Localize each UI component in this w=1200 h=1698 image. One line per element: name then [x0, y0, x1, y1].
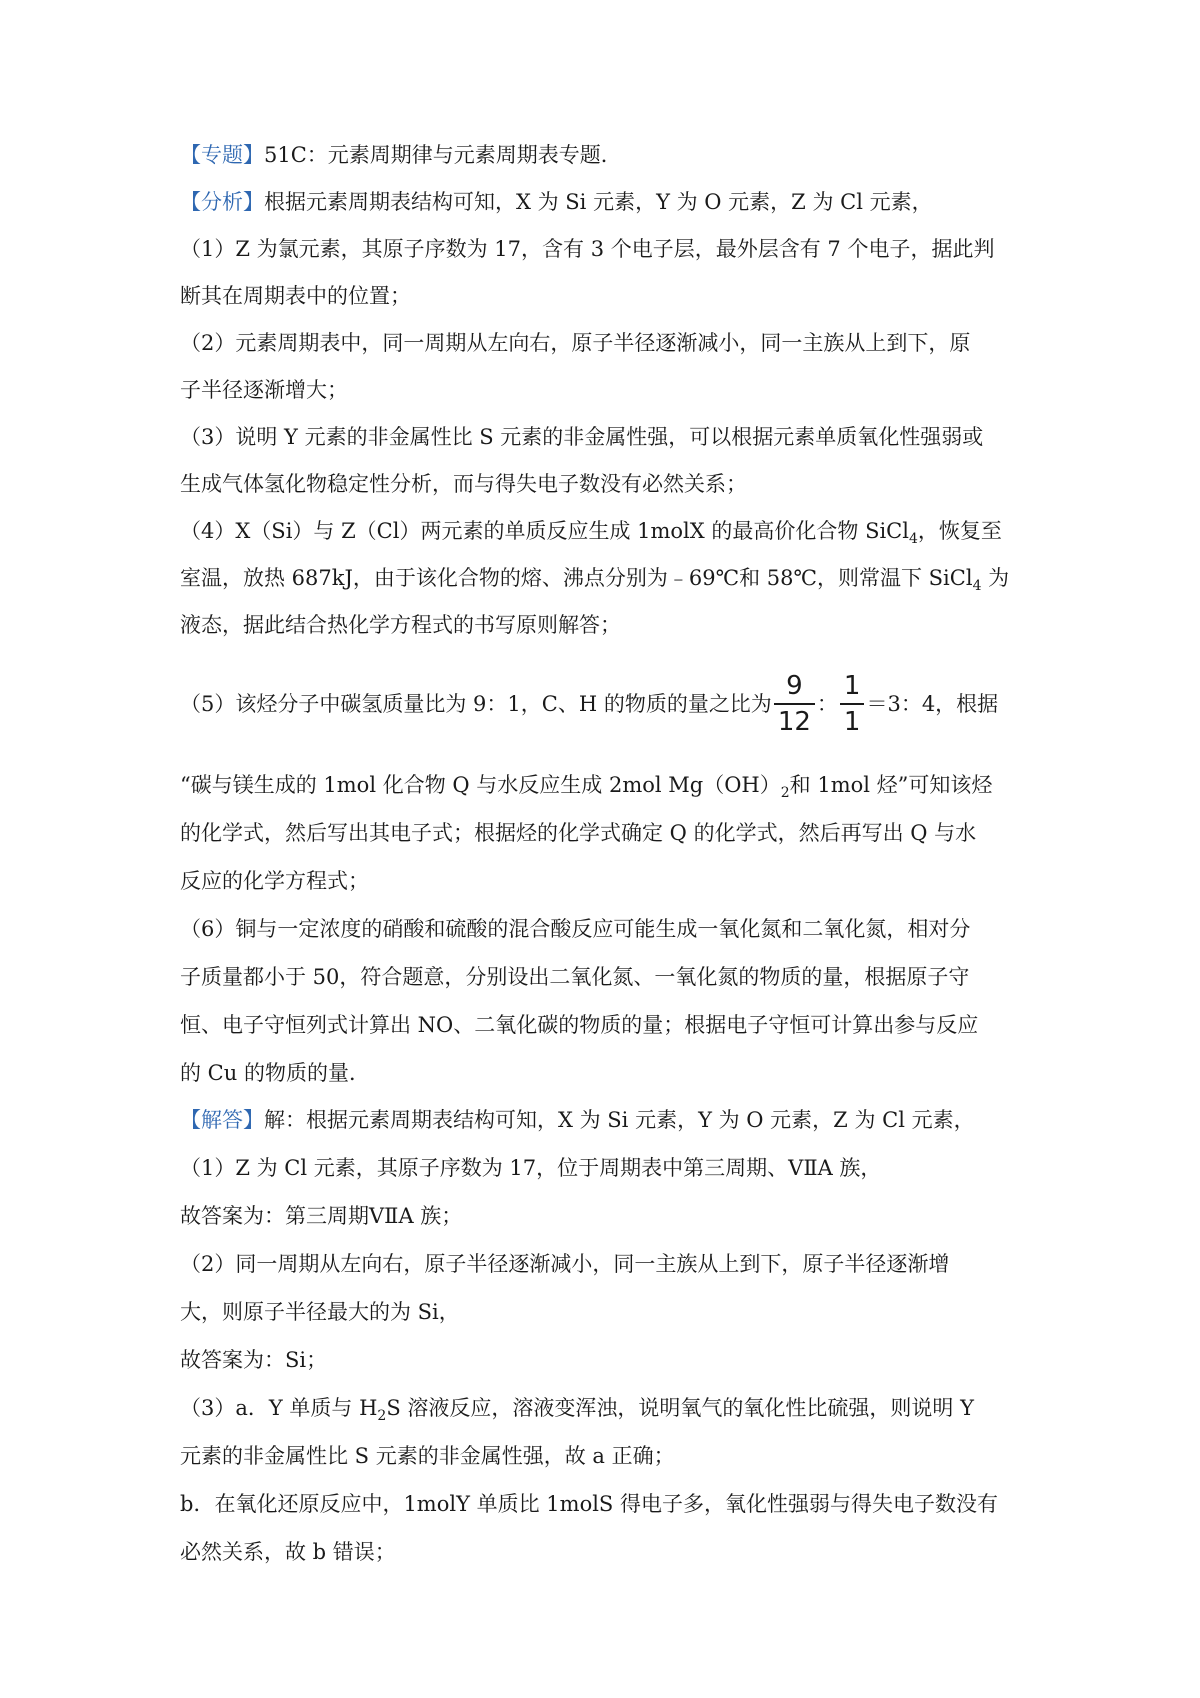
subscript: 4 [908, 531, 918, 547]
analysis-tag: 【分析】 [180, 190, 264, 214]
solution-s2-line1: （2）同一周期从左向右，原子半径逐渐减小，同一主族从上到下，原子半径逐渐增 [180, 1252, 950, 1276]
solution-s3-line1-text: （3）a．Y 单质与 H [180, 1396, 378, 1420]
analysis-p5-line2 [180, 770, 1060, 800]
solution-s3-line3: b．在氧化还原反应中，1molY 单质比 1molS 得电子多，氧化性强弱与得失电子数没有 [180, 1492, 998, 1516]
analysis-p2-line1: （2）元素周期表中，同一周期从左向右，原子半径逐渐减小，同一主族从上到下，原 [180, 331, 971, 355]
fraction-numerator: 1 [843, 670, 861, 701]
fraction-9-12 [774, 669, 815, 739]
special-topic-text: 51C：元素周期律与元素周期表专题． [264, 143, 622, 167]
solution-s2-line3: 故答案为：Si； [180, 1348, 328, 1372]
analysis-p5-line2-tail: 和 1mol 烃”可知该烃 [789, 773, 993, 797]
fraction-1-1 [840, 669, 865, 739]
analysis-p2-line2: 子半径逐渐增大； [180, 378, 348, 402]
solution-s3-line4: 必然关系，故 b 错误； [180, 1540, 396, 1564]
subscript: 2 [780, 785, 790, 801]
analysis-p4-line2-text: 室温，放热 687kJ，由于该化合物的熔、沸点分别为﹣69℃和 58℃，则常温下 SiCl [180, 566, 973, 590]
analysis-p5-line1 [180, 662, 1060, 742]
analysis-p4-line3: 液态，据此结合热化学方程式的书写原则解答； [180, 613, 621, 637]
fraction-separator: ： [816, 691, 838, 716]
analysis-p5-line1-text: （5）该烃分子中碳氢质量比为 9：1，C、H 的物质的量之比为 [180, 691, 772, 716]
solution-s1-line2: 故答案为：第三周期ⅤⅡA 族； [180, 1204, 463, 1228]
solution-s1-line1: （1）Z 为 Cl 元素，其原子序数为 17，位于周期表中第三周期、ⅤⅡA 族， [180, 1156, 882, 1180]
fraction-numerator: 9 [786, 670, 803, 701]
special-topic-line [180, 140, 1060, 170]
analysis-p3-line1: （3）说明 Y 元素的非金属性比 S 元素的非金属性强，可以根据元素单质氧化性强弱或 [180, 425, 984, 449]
fraction-denominator: 12 [777, 706, 811, 737]
solution-s3-line1-tail: S 溶液反应，溶液变浑浊，说明氧气的氧化性比硫强，则说明 Y [386, 1396, 974, 1420]
analysis-p6-line2: 子质量都小于 50，符合题意，分别设出二氧化氮、一氧化氮的物质的量，根据原子守 [180, 965, 970, 989]
analysis-p3-line2: 生成气体氢化物稳定性分析，而与得失电子数没有必然关系； [180, 472, 747, 496]
analysis-p5-line1-tail: ＝3：4，根据 [866, 691, 999, 716]
solution-s3-line1 [180, 1393, 1060, 1423]
analysis-p4-line1-text: （4）X（Si）与 Z（Cl）两元素的单质反应生成 1molX 的最高价化合物 SiCl [180, 519, 909, 543]
subscript: 4 [972, 578, 982, 594]
analysis-p4-line1-tail: ，恢复至 [917, 519, 1002, 543]
special-topic-tag: 【专题】 [180, 143, 264, 167]
analysis-p5-line4: 反应的化学方程式； [180, 869, 369, 893]
analysis-p5-line2-text: “碳与镁生成的 1mol 化合物 Q 与水反应生成 2mol Mg（OH） [180, 773, 781, 797]
solution-s2-line2: 大，则原子半径最大的为 Si， [180, 1300, 460, 1324]
analysis-p1-line1: （1）Z 为氯元素，其原子序数为 17，含有 3 个电子层，最外层含有 7 个电子，据此判 [180, 237, 995, 261]
solution-tag: 【解答】 [180, 1108, 264, 1132]
analysis-p1-line2: 断其在周期表中的位置； [180, 284, 411, 308]
analysis-p4-line1 [180, 516, 1060, 546]
analysis-p6-line1: （6）铜与一定浓度的硝酸和硫酸的混合酸反应可能生成一氧化氮和二氧化氮，相对分 [180, 917, 971, 941]
solution-intro-line [180, 1105, 1060, 1135]
solution-s3-line2: 元素的非金属性比 S 元素的非金属性强，故 a 正确； [180, 1444, 675, 1468]
analysis-p4-line2 [180, 563, 1060, 593]
subscript: 2 [377, 1408, 387, 1424]
fraction-denominator: 1 [843, 706, 861, 737]
analysis-intro-line [180, 187, 1060, 217]
solution-intro-text: 解：根据元素周期表结构可知，X 为 Si 元素，Y 为 O 元素，Z 为 Cl 元素， [264, 1108, 975, 1132]
analysis-p6-line4: 的 Cu 的物质的量． [180, 1061, 370, 1085]
analysis-p4-line2-tail: 为 [981, 566, 1010, 590]
analysis-intro-text: 根据元素周期表结构可知，X 为 Si 元素，Y 为 O 元素，Z 为 Cl 元素， [264, 190, 933, 214]
analysis-p5-line3: 的化学式，然后写出其电子式；根据烃的化学式确定 Q 的化学式，然后再写出 Q 与水 [180, 821, 977, 845]
analysis-p6-line3: 恒、电子守恒列式计算出 NO、二氧化碳的物质的量；根据电子守恒可计算出参与反应 [180, 1013, 979, 1037]
